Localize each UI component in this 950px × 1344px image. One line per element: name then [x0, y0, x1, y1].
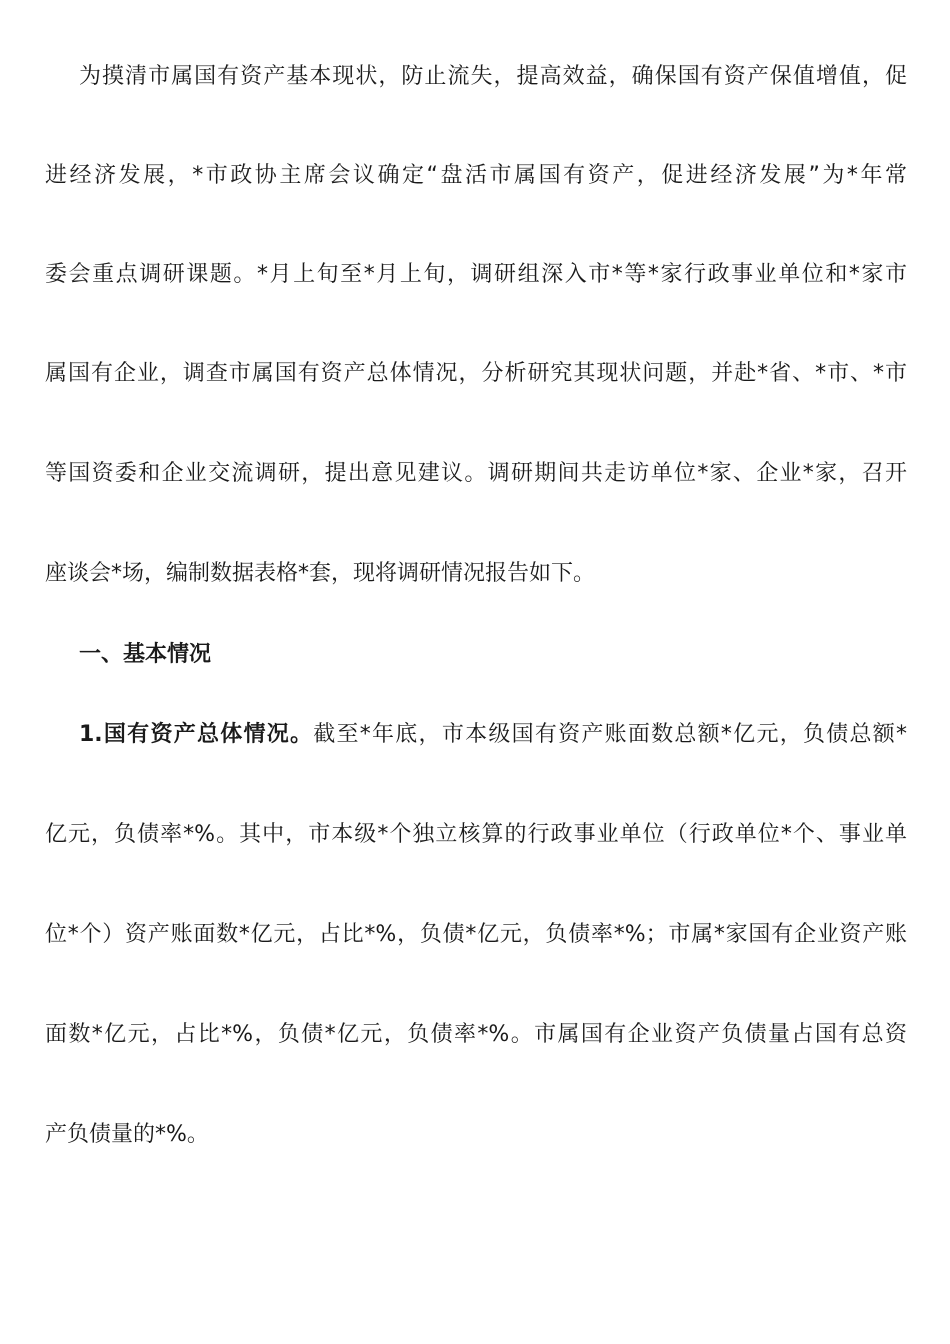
paragraph-line: 产负债量的*%。 [45, 1122, 209, 1147]
paragraph-line: 面数*亿元，占比*%，负债*亿元，负债率*%。市属国有企业资产负债量占国有总资 [45, 1022, 907, 1047]
item-title: 1.国有资产总体情况。 [79, 722, 314, 747]
paragraph-line: 位*个）资产账面数*亿元，占比*%，负债*亿元，负债率*%；市属*家国有企业资产账 [45, 922, 907, 947]
paragraph-line: 座谈会*场，编制数据表格*套，现将调研情况报告如下。 [45, 561, 596, 586]
item-first-line-text: 截至*年底，市本级国有资产账面数总额*亿元，负债总额* [313, 722, 907, 747]
paragraph-line: 亿元，负债率*%。其中，市本级*个独立核算的行政事业单位（行政单位*个、事业单 [45, 822, 907, 847]
item-first-line [79, 720, 907, 750]
section-heading: 一、基本情况 [79, 642, 212, 667]
paragraph-line: 为摸清市属国有资产基本现状，防止流失，提高效益，确保国有资产保值增值，促 [79, 64, 907, 89]
paragraph-line: 进经济发展，*市政协主席会议确定“盘活市属国有资产，促进经济发展”为*年常 [45, 163, 907, 188]
paragraph-line: 等国资委和企业交流调研，提出意见建议。调研期间共走访单位*家、企业*家，召开 [45, 461, 907, 486]
paragraph-line: 属国有企业，调查市属国有资产总体情况，分析研究其现状问题，并赴*省、*市、*市 [45, 361, 907, 386]
paragraph-line: 委会重点调研课题。*月上旬至*月上旬，调研组深入市*等*家行政事业单位和*家市 [45, 262, 907, 287]
